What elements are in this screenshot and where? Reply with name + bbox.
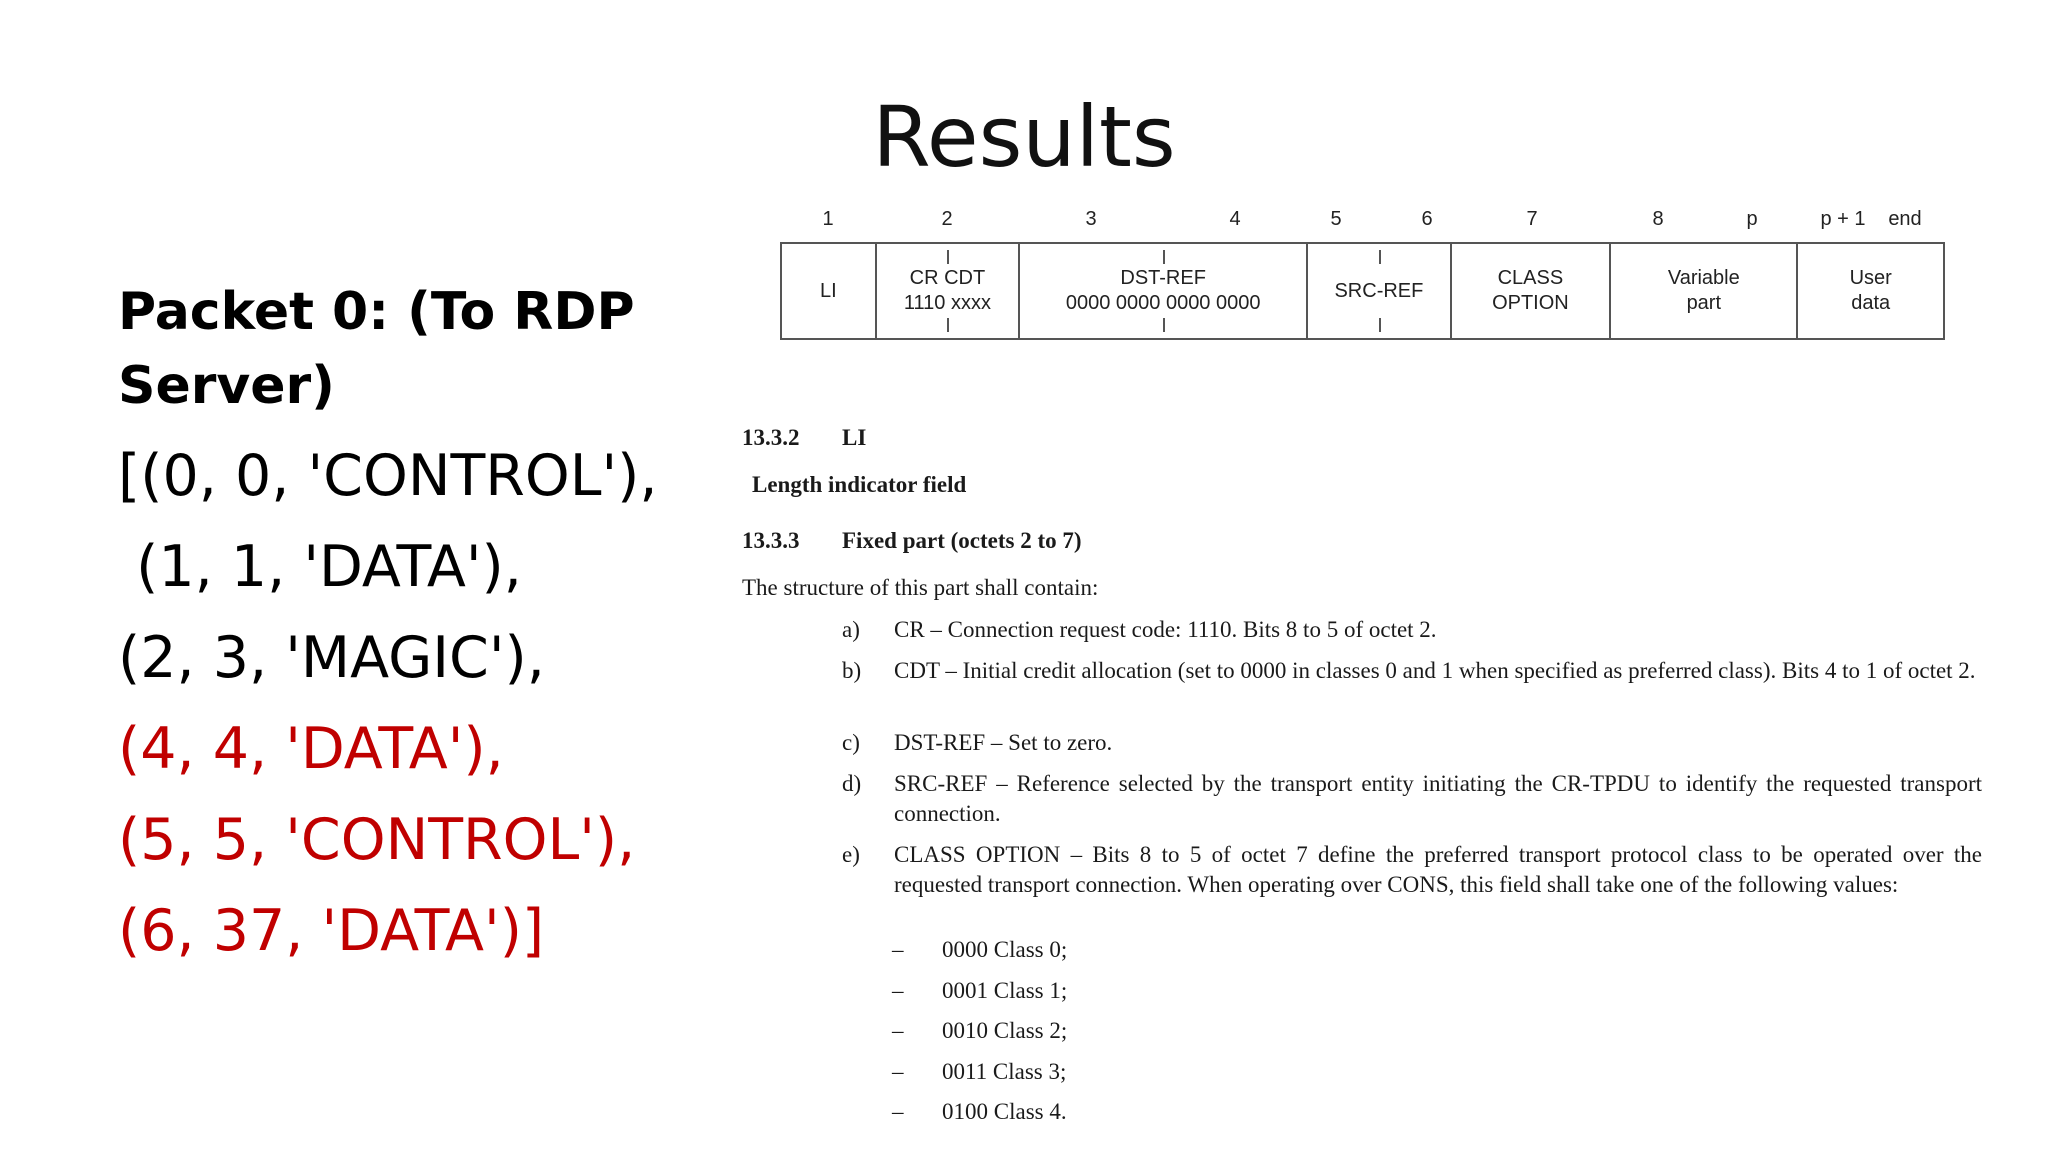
field-variable-part: Variable part <box>1611 244 1798 338</box>
section-intro: The structure of this part shall contain: <box>742 575 1099 600</box>
class-value: – 0100 Class 4. <box>892 1099 1067 1124</box>
slide-title: Results <box>872 88 1176 186</box>
field-li: LI <box>782 244 877 338</box>
class-value: – 0001 Class 1; <box>892 978 1068 1003</box>
octet-number: p + 1 <box>1820 208 1866 230</box>
tpdu-header-diagram <box>780 200 1950 350</box>
packet-tuple-line-highlighted: (6, 37, 'DATA')] <box>118 898 545 964</box>
octet-number: 3 <box>1085 208 1097 230</box>
field-user-data: User data <box>1849 267 1892 314</box>
octet-number: p <box>1746 208 1758 230</box>
octet-number: 1 <box>822 208 834 230</box>
field-cr-cdt: CR CDT 1110 xxxx <box>877 244 1021 338</box>
packet-tuple-line-highlighted: (5, 5, 'CONTROL'), <box>118 807 636 873</box>
packet-tuple-line: [(0, 0, 'CONTROL'), <box>118 443 658 509</box>
list-item: b) CDT – Initial credit allocation (set to 0000 in classes 0 and 1 when specified as preferred class). Bits 4 to 1 of octet 2. <box>842 658 1976 683</box>
octet-number: 2 <box>941 208 953 230</box>
octet-number: 5 <box>1330 208 1342 230</box>
field-dst-ref: DST-REF 0000 0000 0000 0000 <box>1020 244 1308 338</box>
octet-number: 6 <box>1421 208 1433 230</box>
header-fields-row <box>780 242 1945 340</box>
class-value: – 0010 Class 2; <box>892 1018 1068 1043</box>
packet-tuple-line: (2, 3, 'MAGIC'), <box>118 625 545 691</box>
section-heading: 13.3.2 LI <box>742 425 867 450</box>
field-class-option: CLASS OPTION <box>1452 244 1611 338</box>
section-heading: 13.3.3 Fixed part (octets 2 to 7) <box>742 528 1082 553</box>
list-item: a) CR – Connection request code: 1110. Bits 8 to 5 of octet 2. <box>842 617 1437 642</box>
octet-number: 8 <box>1652 208 1664 230</box>
list-item: c) DST-REF – Set to zero. <box>842 730 1113 755</box>
section-body: Length indicator field <box>752 472 967 497</box>
octet-number: 4 <box>1229 208 1241 230</box>
octet-number: 7 <box>1526 208 1538 230</box>
list-item: e) CLASS OPTION – Bits 8 to 5 of octet 7 define the preferred transport protocol class to be operated over the requested transport connection. When operating over CONS, this field shall take one of the following values: <box>842 842 1982 897</box>
class-value: – 0000 Class 0; <box>892 937 1068 962</box>
packet-heading: Packet 0: (To RDP Server) <box>118 282 635 416</box>
list-item: d) SRC-REF – Reference selected by the transport entity initiating the CR-TPDU to identify the requested transport connection. <box>842 771 1982 826</box>
class-value: – 0011 Class 3; <box>892 1059 1067 1084</box>
field-src-ref: SRC-REF <box>1308 244 1452 338</box>
packet-panel <box>118 275 738 977</box>
packet-tuple-line: (1, 1, 'DATA'), <box>118 534 522 600</box>
octet-number: end <box>1888 208 1922 230</box>
packet-tuple-line-highlighted: (4, 4, 'DATA'), <box>118 716 504 782</box>
